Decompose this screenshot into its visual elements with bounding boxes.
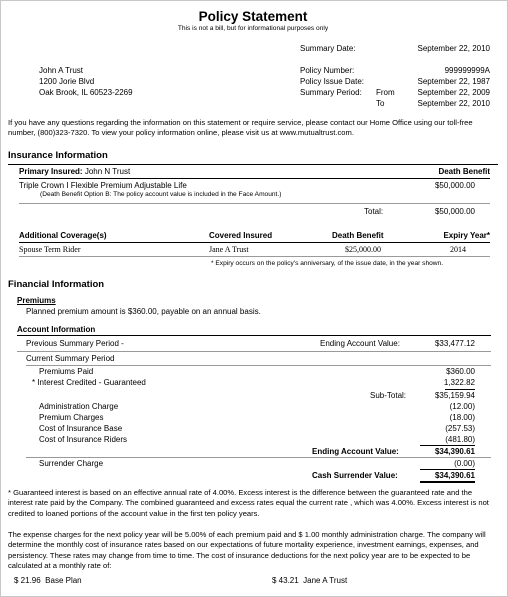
interest-credited-value: 1,322.82 — [443, 378, 475, 387]
coi-base-value: (257.53) — [445, 424, 475, 433]
premiums-paid-value: $360.00 — [446, 367, 475, 376]
premium-charges-value: (18.00) — [449, 413, 475, 422]
benefit-column-header: Death Benefit — [332, 231, 384, 240]
ending-account-value: $34,390.61 — [434, 447, 475, 456]
total-label: Total: — [364, 207, 384, 216]
coi-riders-value: (481.80) — [445, 435, 475, 444]
cash-surrender-label: Cash Surrender Value: — [312, 471, 398, 480]
divider — [445, 389, 475, 390]
rate-amount: $ 21.96 — [14, 576, 41, 585]
policy-number-value: 999999999A — [444, 66, 490, 75]
coi-riders-label: Cost of Insurance Riders — [39, 435, 128, 444]
coi-base-label: Cost of Insurance Base — [39, 424, 123, 433]
surrender-charge-value: (0.00) — [454, 459, 475, 468]
address-name: John A Trust — [39, 66, 84, 75]
issue-date-label: Policy Issue Date: — [300, 77, 365, 86]
plan-name: Triple Crown I Flexible Premium Adjustable Life — [19, 181, 187, 190]
insurance-section-title: Insurance Information — [8, 150, 108, 161]
divider — [19, 203, 490, 204]
page-subtitle: This is not a bill, but for informational purposes only — [177, 25, 329, 32]
address-street: 1200 Jorie Blvd — [39, 77, 95, 86]
divider — [17, 335, 491, 336]
policy-number-label: Policy Number: — [300, 66, 355, 75]
previous-ending-value: $33,477.12 — [434, 339, 475, 348]
premiums-text: Planned premium amount is $360.00, payable on an annual basis. — [26, 307, 261, 316]
divider — [19, 256, 490, 257]
interest-credited-label: * Interest Credited - Guaranteed — [32, 378, 146, 387]
insured-cell: Jane A Trust — [209, 245, 249, 254]
divider — [19, 178, 490, 179]
divider — [420, 445, 475, 446]
premium-charges-label: Premium Charges — [39, 413, 104, 422]
primary-insured-name: John N Trust — [84, 167, 131, 176]
rate-label: Base Plan — [45, 576, 82, 585]
coverage-column-header: Additional Coverage(s) — [19, 231, 107, 240]
plan-benefit: $50,000.00 — [434, 181, 475, 190]
summary-period-label: Summary Period: — [300, 88, 362, 97]
financial-section-title: Financial Information — [8, 279, 105, 290]
expiry-cell: 2014 — [450, 245, 466, 254]
address-city: Oak Brook, IL 60523-2269 — [39, 88, 133, 97]
subtotal-label: Sub-Total: — [370, 391, 407, 400]
expiry-column-header: Expiry Year* — [443, 231, 490, 240]
list-item — [272, 576, 347, 585]
from-date: September 22, 2009 — [417, 88, 490, 97]
coverage-cell: Spouse Term Rider — [19, 245, 81, 254]
list-item — [14, 576, 82, 585]
issue-date-value: September 22, 1987 — [417, 77, 490, 86]
interest-footnote: * Guaranteed interest is based on an effective annual rate of 4.00%. Excess interest is the difference between the guaranteed rate and the interest rate paid by the Company. The combined guaranteed and excess rates equal the current rate , which was 4.00%. Excess interest is not credited to loaned portions of the account value in the first ten policy years. — [8, 488, 489, 518]
primary-insured-label: Primary Insured: — [19, 167, 83, 176]
divider — [17, 351, 491, 352]
rate-label: Jane A Trust — [303, 576, 348, 585]
admin-charge-value: (12.00) — [449, 402, 475, 411]
intro-paragraph: If you have any questions regarding the information on this statement or require service, please contact our Home Office using our toll-free number, (800)323-7320. To view your policy information online, please visit us at www.mutualtrust.com. — [8, 118, 473, 138]
to-label: To — [376, 99, 385, 108]
primary-insured-row — [19, 167, 130, 176]
benefit-cell: $25,000.00 — [345, 245, 381, 254]
divider — [26, 457, 491, 458]
premiums-title: Premiums — [17, 296, 56, 305]
divider — [26, 365, 491, 366]
page-title: Policy Statement — [198, 9, 308, 24]
account-information-title: Account Information — [17, 325, 96, 334]
ending-account-label: Ending Account Value: — [312, 447, 399, 456]
admin-charge-label: Administration Charge — [39, 402, 119, 411]
subtotal-value: $35,159.94 — [434, 391, 475, 400]
double-underline — [420, 481, 475, 483]
insured-column-header: Covered Insured — [209, 231, 273, 240]
total-value: $50,000.00 — [434, 207, 475, 216]
death-benefit-header: Death Benefit — [438, 167, 490, 176]
divider — [8, 164, 498, 165]
previous-ending-value-label: Ending Account Value: — [320, 339, 400, 348]
expiry-footnote: * Expiry occurs on the policy's anniversary, of the issue date, in the year shown. — [211, 260, 444, 267]
summary-date-label: Summary Date: — [300, 44, 356, 53]
expense-paragraph: The expense charges for the next policy year will be 5.00% of each premium paid and $ 1.00 monthly administration charge. The company will determine the monthly cost of insurance rates based on our expectations of future mortality experience, investment earnings, expenses, and persistency. These rates may change from time to time. The cost of insurance deductions for the next policy year are to be expected to be calculated at a monthly rate of: — [8, 530, 486, 570]
divider — [420, 469, 475, 470]
plan-note: (Death Benefit Option B: The policy account value is included in the Face Amount.) — [40, 191, 282, 198]
divider — [19, 242, 490, 243]
surrender-charge-label: Surrender Charge — [39, 459, 104, 468]
rate-amount: $ 43.21 — [272, 576, 299, 585]
premiums-paid-label: Premiums Paid — [39, 367, 94, 376]
summary-date-value: September 22, 2010 — [417, 44, 490, 53]
to-date: September 22, 2010 — [417, 99, 490, 108]
previous-period-label: Previous Summary Period - — [26, 339, 124, 348]
current-period-label: Current Summary Period — [26, 354, 115, 363]
from-label: From — [376, 88, 395, 97]
cash-surrender-value: $34,390.61 — [434, 471, 475, 480]
